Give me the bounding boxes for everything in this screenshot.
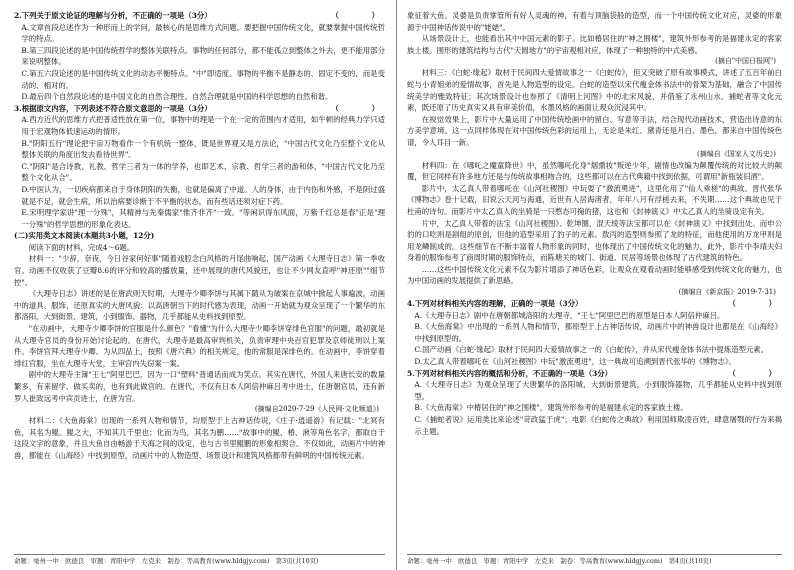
answer-option	[407, 344, 782, 356]
text: B."阴阳五行"理论把宇宙万物看作一个有机统一整体，既是世界观又是方法论，"中国古代文化乃至整个文化从整体关联的角度出发去看待世界"。	[21, 138, 385, 160]
text-paragraph	[14, 242, 385, 254]
answer-blank: （ ）	[728, 368, 782, 378]
answer-option	[407, 414, 782, 437]
text: A.《大理寺日志》剧中在唐朝都城洛阳的大理寺，"王七"阿里巴巴的原型是日本人阿倍仲麻吕。	[414, 310, 725, 320]
text: 从场景设计上，也能看出其中中国元素的影子。比如椿居住的"神之围楼"，建筑外形参考的是福建永定的客家族土楼。围形的建筑结构与古代"天圆地方"的宇宙观相对应，体现了一种独特的中式美感。	[407, 34, 782, 55]
text-paragraph	[14, 288, 385, 323]
text: B.《大鱼海棠》中椿居住的"神之围楼"，建筑外形参考的是福建永定的客家族土楼。	[414, 403, 688, 413]
text: (摘自"中国日报网")	[715, 57, 776, 66]
text-paragraph	[14, 253, 385, 288]
answer-option	[14, 207, 385, 230]
answer-option	[14, 114, 385, 137]
answer-blank: （ ）	[331, 11, 385, 20]
answer-option	[14, 68, 385, 91]
text: D.最后四个自然段论述的是中国文化的自然合理性。自然合理就是中国的科学思想的自然和谐。	[21, 92, 333, 102]
answer-option	[407, 321, 782, 344]
text-paragraph	[407, 67, 782, 113]
text-paragraph	[407, 114, 782, 149]
text: 2.下列关于原文论证的理解与分析，不正确的一项是（3分）	[14, 11, 212, 20]
text-paragraph	[407, 160, 782, 183]
text: A.西方近代的思维方式把普适性放在第一位，事物中的理是一个在一定的范围内才适用，如牛顿的经典力学只适用于宏观物体低速运动的情形。	[21, 115, 385, 136]
text: C.国产动画《白蛇·缘起》取材于民间四大爱情故事之一的《白蛇传》，并从宋代瘦金体书法中提炼造型元素。	[414, 345, 769, 355]
answer-option	[14, 184, 385, 207]
answer-option	[407, 310, 782, 322]
text: 材料四：在《哪吒之魔童降世》中，虽然哪吒化身"烟熏妆"叛逆少年，剧情也改编为颠覆传统的对比较大的颠覆，但它同样有许多地方还是与传统故事相吻合的，这些都可以在古代典籍中找到依据，可谓用"新瓶装旧酒"。	[407, 160, 782, 182]
text: 4.下列对材料相关内容的理解，正确的一项是（3分）	[407, 299, 583, 309]
text: C."阴阳"是合诗教、礼教、哲学三者为一体的学养，也即艺术、宗教、哲学三者的游和体，"中国古代文化乃至整个文化从合"。	[21, 161, 385, 183]
question-stem	[14, 103, 385, 115]
page-footer: 命题：亳州一中 欧德良 审题：青阳中学 左克来 制卷：等高教育(www.hldgjy.com) 第4页(共10页)	[407, 554, 782, 566]
text: B.《大鱼海棠》中出现的一系列人物和情节，都原型于上古神话传说，动画片中的神兽设计也都是在《山海经》中找到原型的。	[414, 322, 782, 343]
text-paragraph	[407, 33, 782, 56]
text-paragraph	[407, 218, 782, 264]
question-stem	[14, 10, 385, 22]
text-paragraph	[14, 230, 385, 242]
text: (摘编自2020-7-29《人民网·文化频道》)	[254, 405, 379, 414]
text: (摘编自《国家人文历史》)	[697, 149, 776, 158]
source-citation	[407, 287, 782, 298]
text-paragraph	[407, 10, 782, 33]
answer-option	[14, 138, 385, 161]
answer-option	[14, 22, 385, 45]
answer-blank: （ ）	[331, 103, 385, 113]
text-paragraph	[407, 264, 782, 287]
answer-option	[14, 91, 385, 103]
text: E.宋明理学家讲"理一分殊"，其精神与先秦儒家"惟齐非齐"一致。"等闲识得东风面，万紫千红总是春"正是"理一分殊"的哲学思想的形象化表达。	[21, 208, 385, 229]
answer-blank: （ ）	[728, 299, 782, 309]
text: (二)实用类文本阅读(本题共3小题，12分)	[14, 231, 155, 241]
text: A.《大理寺日志》为观众呈现了大唐繁华的洛阳城，大到街景建筑，小到服饰器物，几乎都能从史料中找到原型。	[414, 380, 782, 401]
text: C.第五六段论述的是中国传统文化的动态平衡特点。"中"即适度。事物的平衡不是静态的、固定不变的，而是变动的、相对的。	[21, 68, 385, 90]
text: 5.下列对材料相关内容的概括和分析，不正确的一项是（3分）	[407, 368, 613, 378]
text: C.《捕蛇者说》运用类比来论述"苛政猛于虎"；电影《白蛇传之典故》利用国师欺凌百姓，肆意屠戮的行为来揭示主题。	[414, 415, 782, 436]
text-paragraph	[14, 323, 385, 369]
text-paragraph	[407, 183, 782, 218]
answer-option	[14, 45, 385, 68]
text: 《大理寺日志》讲述的是在唐武则天时期，大理寺少卿李饼与其属下随从为破案在京城中掀起人事遍波，动画中的道具、服饰，还原真实的大唐风貌：以高唐朝当下的时代感为表现，动画一开始就为观众呈现了一个繁华的东都洛阳。大到街景、建筑，小到服饰、器物，几乎都能从史料找到原型。	[14, 289, 385, 322]
source-citation	[407, 56, 782, 67]
text: D.中医认为，一切疾病都来自于身体阴阳的失衡，也就是偏离了中道。人的身体，由于内伤和外感，不是阴过盛就是不足，就会生病，所以治病要诊断于不平衡的状态，而有些话还须对症下药。	[21, 184, 385, 206]
text: 象征着大鱼。灵婆是负责掌管所有好人灵魂的神，有着与顶脑袋般的造型，而一个中国传统文化对应，灵婆的形象源于中国神话传说中的"姥姥"。	[407, 11, 782, 32]
text: 材料二：《大鱼海棠》出现的一系列人物和情节，均原型于上古神话传说，《庄子·逍遥游》有记载："北冥有鱼，其名为鲲。鲲之大，不知其几千里也；化而为鸟，其名为鹏……"故事中的鲲、椿、湫等角色名字，都取自于这段文字的意象，并且大鱼自由畅游于天海之间的设定，也与古书里鲲鹏的形象相契合。不仅如此，动画片中的神兽，都能在《山海经》中找到原型，动画片中的人物造型、场景设计和建筑风格都带有鲜明的中国传统元素。	[14, 416, 385, 460]
text: 材料一："少辞，奈夜，今日谷家何好事"随着戏腔念白风格的月尾曲响起，国产动画《大理寺日志》第一季收官。动画不仅收获了豆瓣8.6的评分和较高的播放量，还中展现的唐代风貌还，也让不少网友直呼"神还原""细节控"。	[14, 254, 385, 287]
source-citation	[407, 149, 782, 160]
text: 在视觉效果上，影片中大量运用了中国传统绘画中的留白、写意等手法，结合现代动画技术，营造出诗意的东方美学意境。这一点同样体现在对中国传统色彩的运用上，无论是朱红、黛青还是月白、墨色，都来自中国传统色谱，令人耳目一新。	[407, 114, 782, 147]
text-paragraph	[14, 369, 385, 404]
text: B.第三四段论述的是中国传统哲学的整体关联特点。事物的任何部分，都不能孤立到整体之外去，更不能用部分来说明整体。	[21, 45, 385, 67]
source-citation	[14, 404, 385, 415]
answer-option	[407, 356, 782, 368]
answer-option	[407, 379, 782, 402]
text: 3.根据原文内容，下列表述不符合原文意思的一项是（3分）	[14, 103, 212, 113]
answer-option	[407, 402, 782, 414]
text: (摘编自《新京报》2019-7-31)	[678, 288, 776, 297]
text: 材料三：《白蛇·缘起》取材于民间四大爱情故事之一《白蛇传》，但又突破了原有故事模式，讲述了五百年前白蛇与小青姐弟的爱情故事，首先是人物造型的设定。白蛇的造型以宋代瘦金体书法中的骨架为基础，融合了中国传统美学的雅致特征；其次场景设计也参照了《清明上河图》中的北宋风貌，并借鉴了永州山水、捕蛇者等文化元素，既还原了历史真实又具有审美价值，水墨风格的画面让观众沉浸其中。	[407, 68, 782, 113]
text: "在动画中，大理寺少卿李饼的官服是什么颜色？"看懂"为什么大理寺少卿李饼穿绯色官服"的问题，最初就是从大理寺官员的身份开始讨论起的。在唐代，大理寺是最高审判机关，负责审理中央百官犯罪及京师徒刑以上案件。李饼官拜大理寺少卿、为从四品上，按照《唐六典》的相关规定，他的常服是深绯色的。在动画中，李饼穿着绯红官服，坐在大理寺大堂，主审宫内失窃案一案。	[14, 324, 385, 368]
text: ……这些中国传统文化元素不仅为影片增添了神话色彩，让观众在观看动画时能够感受到传统文化的魅力，也为中国动画的发展提供了新思路。	[407, 264, 782, 286]
text: A.文章首段总述作为一种形而上的学问，最核心的是思维方式问题。要把握中国传统文化，就要掌握中国传统哲学的特点。	[21, 22, 385, 44]
text-paragraph	[14, 415, 385, 461]
text: 阅读下面的材料，完成4～6题。	[28, 242, 135, 252]
text: 影片中，太乙真人带着哪吒在《山河社稷图》中玩耍了"激流勇进"，这里化用了"仙人乘槎"的典故。晋代张华《博物志》卷十记载，旧说云天河与海通，近世有人居海渚者，年年八月有浮槎去来，不失期……这个典故也见于杜甫的诗句。而影片中太乙真人的坐骑是一只憨态可掬的猪，这也和《封神演义》中太乙真人的坐骑设定有关。	[407, 183, 782, 216]
text: D.太乙真人带着哪吒在《山河社稷图》中玩"激流勇进"，这一典故可追溯到晋代张华的《博物志》。	[414, 357, 736, 367]
answer-option	[14, 161, 385, 184]
text: 剧中的大理寺主簿"王七"阿里巴巴，因为一口"塑料"普通话而成为笑点。其实在唐代，外国人来唐长安的数量繁多，有来留学、做买卖的，也有到此做官的。在唐代，不仅有日本人阿倍仲麻吕考中进士，任唐朝官员，还有新罗人崔致远考中宾贡进士，在唐为官。	[14, 370, 385, 403]
page-footer: 命题：亳州一中 欧德良 审题：青阳中学 左克来 制卷：等高教育(www.hldgjy.com) 第3页(共10页)	[14, 554, 385, 566]
right-page	[397, 0, 794, 570]
question-stem	[407, 368, 782, 380]
question-stem	[407, 298, 782, 310]
text: 片中，太乙真人带着的法宝《山河社稷图》、乾坤圈、混天绫等法宝都可以在《封神演义》中找到出处。而申公豹的口吃则是剧组的原创，但他的造型采用了豹子的元素。敖丙的造型则参照了龙的特征，而他使用的万龙甲则是用龙鳞制成的。这些细节在不断丰富着人物形象的同时，也体现出了中国传统文化的魅力。此外，影片中李靖夫妇身着的服饰参考了商周时期的服饰特点，而陈塘关的城门、街道、民居等场景也体现了古代建筑的特色。	[407, 218, 782, 263]
